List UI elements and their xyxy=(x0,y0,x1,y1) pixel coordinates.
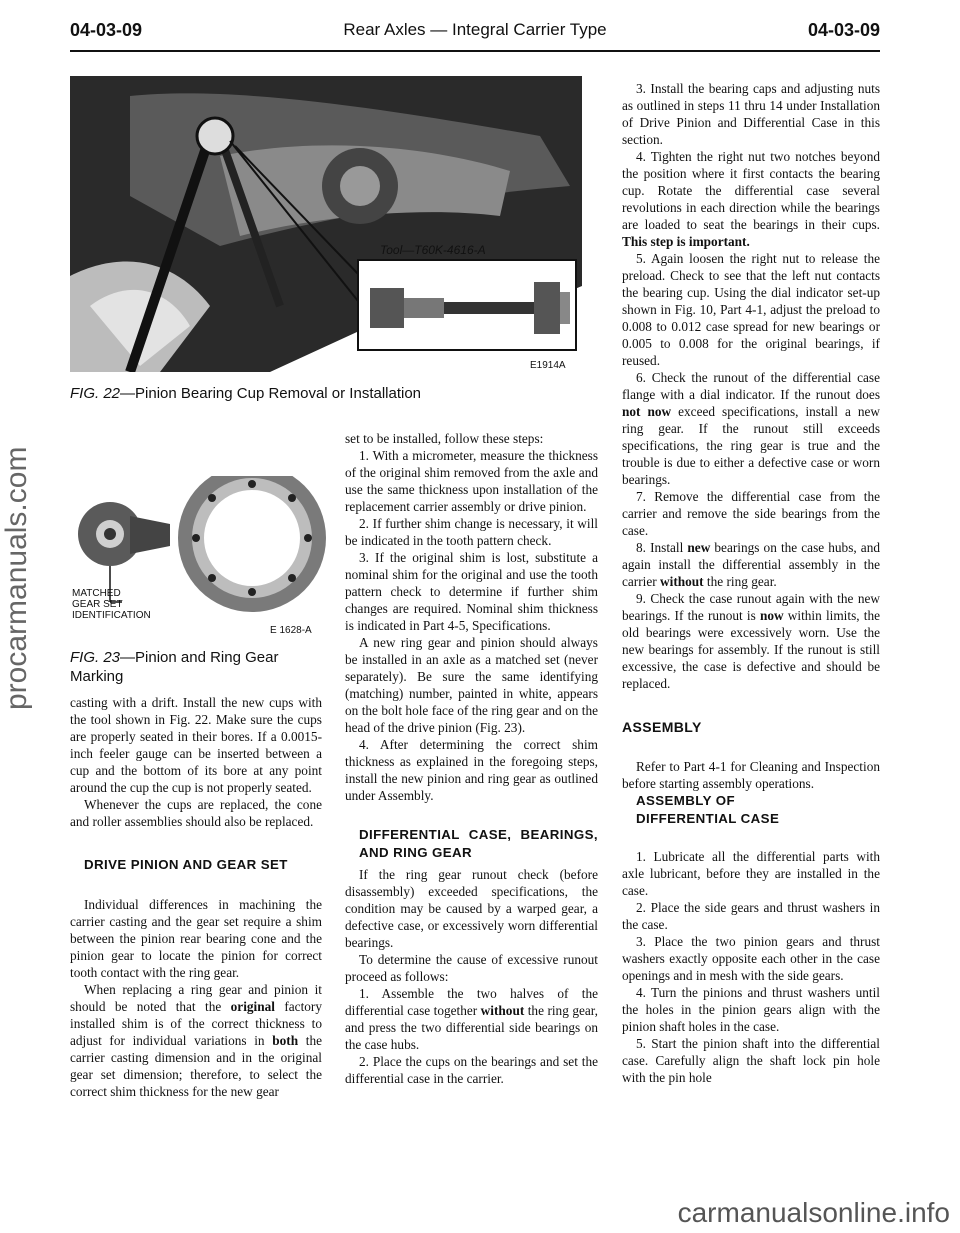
step-item: 4. Turn the pinions and thrust washers until the holes in the pinion gears align with the pinion shaft holes in the case. xyxy=(622,985,880,1034)
figure-23-number: FIG. 23 xyxy=(70,649,121,666)
side-watermark-text: procarmanuals.com xyxy=(0,446,33,710)
figure-22-caption-text: —Pinion Bearing Cup Removal or Installation xyxy=(120,385,422,402)
subsection-heading-line-1: ASSEMBLY OF xyxy=(636,793,735,808)
header-rule xyxy=(70,50,880,52)
text-run: When replacing a ring gear and pinion it should be noted that the xyxy=(70,982,322,1014)
step-item: 2. If further shim change is necessary, it will be indicated in the tooth pattern check. xyxy=(345,516,598,548)
fig23-code: E 1628-A xyxy=(270,625,312,636)
text-run: bearings on the case hubs, and again install the differential assembly in the carrier xyxy=(622,540,880,589)
text-run: the ring gear, and press the two differential side bearings on the case hubs. xyxy=(345,1003,598,1052)
figure-23-caption-text: —Pinion and Ring Gear Marking xyxy=(70,649,279,685)
text-run: 8. Install xyxy=(636,540,688,555)
step-item: 5. Again loosen the right nut to release the preload. Check to see that the left nut contacts the bearing cup. Using the dial indicator set-up shown in Fig. 10, Part 4-1, adjust the preload to 0.008 to 0.012 case spread for new bearings or 0.005 to 0.008 for the original bearings, if reused. xyxy=(622,251,880,368)
text-run: exceed specifications, install a new ring gear. If the runout still exceeds specifications, the ring gear is true and the trouble is due to either a defective case or worn bearings. xyxy=(622,404,880,487)
emphasis: not now xyxy=(622,404,672,419)
col1-paragraph: Individual differences in machining the carrier casting and the gear set require a shim between the pinion rear bearing cone and the pinion gear to locate the pinion for correct tooth contact with the ring gear. xyxy=(70,897,322,980)
step-item: 3. Install the bearing caps and adjusting nuts as outlined in steps 11 thru 14 under Installation of Drive Pinion and Differential Case in this section. xyxy=(622,81,880,147)
bottom-watermark: carmanualsonline.info xyxy=(677,1197,950,1228)
step-item: 2. Place the side gears and thrust washers in the case. xyxy=(622,900,880,932)
col2-paragraph: set to be installed, follow these steps: xyxy=(345,431,544,446)
col2-paragraph: To determine the cause of excessive runout proceed as follows: xyxy=(345,952,598,984)
page-number-right: 04-03-09 xyxy=(807,20,880,40)
text-run: 4. Tighten the right nut two notches beyond the position where it first contacts the bearing cup. Rotate the differential case several revolutions in each direction while the bearings are loaded to seat the bearings in their cups. xyxy=(622,149,880,232)
figure-22-image xyxy=(70,76,582,372)
emphasis: new xyxy=(687,540,711,555)
fig23-label-2: GEAR SET xyxy=(72,599,123,610)
page-number-left: 04-03-09 xyxy=(70,20,143,40)
column-3 xyxy=(622,80,880,1086)
figure-23-image xyxy=(70,476,332,642)
col1-paragraph xyxy=(70,981,322,1100)
column-1 xyxy=(70,694,322,1100)
tool-label: Tool—T60K-4616-A xyxy=(380,243,486,257)
col1-paragraph: Whenever the cups are replaced, the cone and roller assemblies should also be replaced. xyxy=(70,797,322,829)
subsection-heading-line-2: DIFFERENTIAL CASE xyxy=(636,811,780,826)
text-run: factory installed shim is of the correct thickness to adjust for individual variations in xyxy=(70,999,322,1048)
page-header xyxy=(70,20,880,50)
text-run: 1. Assemble the two halves of the differential case together xyxy=(345,986,598,1018)
figure-22-number: FIG. 22 xyxy=(70,385,121,402)
text-run: the ring gear. xyxy=(703,574,777,589)
step-item xyxy=(622,369,880,488)
section-heading: DIFFERENTIAL CASE, BEARINGS, AND RING GEAR xyxy=(359,827,598,860)
text-run: the carrier casting dimension and in the original gear set dimension; therefore, to select the correct shim thickness for the new gear xyxy=(70,1033,322,1099)
column-2 xyxy=(345,430,598,1087)
emphasis: without xyxy=(480,1003,525,1018)
text-run: within limits, the old bearings were excessively worn. Use the new bearings for assembly. If the runout is still excessive, the case is defective and should be replaced. xyxy=(622,608,880,691)
fig22-code: E1914A xyxy=(530,360,566,371)
step-item xyxy=(345,985,598,1053)
step-item xyxy=(622,148,880,250)
emphasis: both xyxy=(272,1033,299,1048)
col2-paragraph: If the ring gear runout check (before disassembly) exceeded specifications, the condition may be caused by a warped gear, a defective case, or excessively worn differential bearings. xyxy=(345,867,598,950)
step-item: 4. After determining the correct shim thickness as explained in the foregoing steps, install the new pinion and ring gear as outlined under Assembly. xyxy=(345,737,598,803)
emphasis: now xyxy=(759,608,784,623)
figure-22-photo xyxy=(70,76,582,372)
step-item xyxy=(622,539,880,590)
text-run: 9. Check the case runout again with the new bearings. If the runout is xyxy=(622,591,880,623)
figure-23-photo xyxy=(70,476,332,642)
section-title: Rear Axles — Integral Carrier Type xyxy=(343,20,607,39)
fig23-label-3: IDENTIFICATION xyxy=(72,610,151,621)
step-item: 3. Place the two pinion gears and thrust washers exactly opposite each other in the case openings and in mesh with the side gears. xyxy=(622,934,880,983)
step-item xyxy=(622,590,880,692)
col2-paragraph: A new ring gear and pinion should always be installed in an axle as a matched set (never separately). Be sure the same identifying (matching) number, painted in white, appears on the bolt hole face of the ring gear and on the head of the drive pinion (Fig. 23). xyxy=(345,635,598,735)
col3-paragraph: Refer to Part 4-1 for Cleaning and Inspection before starting assembly operations. xyxy=(622,759,880,791)
text-run: 6. Check the runout of the differential case flange with a dial indicator. If the runout does xyxy=(622,370,880,402)
fig23-label-1: MATCHED xyxy=(72,588,121,599)
figure-23-caption xyxy=(70,648,320,686)
step-item: 3. If the original shim is lost, substitute a nominal shim for the original and use the tooth pattern check to determine if further shim changes are required. Nominal shim thickness is indicated in Part 4-5, Specifications. xyxy=(345,550,598,633)
col1-paragraph: casting with a drift. Install the new cups with the tool shown in Fig. 22. Make sure the cups are properly seated in their bores. If a 0.0015-inch feeler gauge can be inserted between a cup and the bottom of its bore at any point around the cup the cup is not properly seated. xyxy=(70,695,322,795)
step-item: 1. With a micrometer, measure the thickness of the original shim removed from the axle and use the same thickness upon installation of the replacement carrier assembly or drive pinion. xyxy=(345,448,598,514)
emphasis: This step is important. xyxy=(622,234,750,249)
step-item: 1. Lubricate all the differential parts with axle lubricant, before they are installed in the case. xyxy=(622,849,880,898)
step-item: 7. Remove the differential case from the carrier and remove the side bearings from the case. xyxy=(622,489,880,538)
emphasis: original xyxy=(230,999,275,1014)
step-item: 2. Place the cups on the bearings and set the differential case in the carrier. xyxy=(345,1054,598,1086)
emphasis: without xyxy=(660,574,704,589)
figure-22-caption xyxy=(70,384,590,403)
section-heading: DRIVE PINION AND GEAR SET xyxy=(84,857,288,872)
step-item: 5. Start the pinion shaft into the differential case. Carefully align the shaft lock pin hole with the pin hole xyxy=(622,1036,880,1085)
section-heading: ASSEMBLY xyxy=(622,719,702,735)
